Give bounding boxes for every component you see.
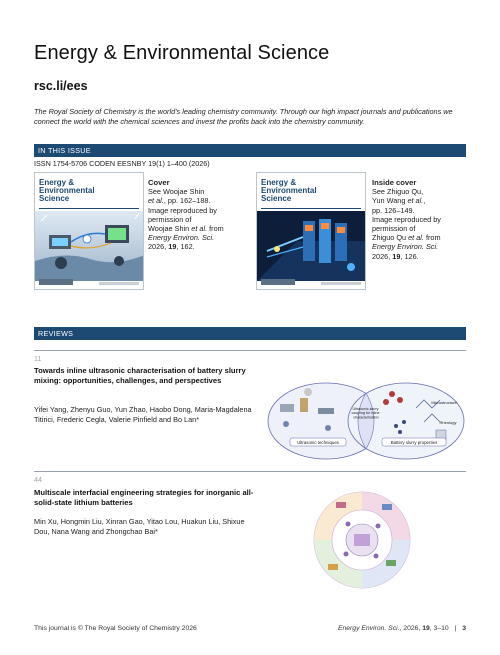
article-title[interactable]: Multiscale interfacial engineering strategies for inorganic all-solid-state lithium batteries: [34, 488, 254, 507]
inside-cover-credit-from: from: [423, 233, 441, 243]
article-authors: Yifei Yang, Zhenyu Guo, Yun Zhao, Haobo Dong, Maria-Magdalena Titirici, Frederic Cegla, Valerie Pinfield and Bo Lan*: [34, 405, 252, 424]
figure-right-label: Battery slurry properties: [390, 439, 438, 445]
inside-cover-logo: [261, 279, 295, 285]
rsc-blurb: The Royal Society of Chemistry is the world's leading chemistry community. Through our high impact journals and publications we connect the world with the chemical sciences and invest the profits back into the chemistry community.: [34, 107, 453, 126]
cover-journal-abbrev: Energy Environ. Sci.: [148, 233, 215, 243]
cover-page: , 162.: [176, 242, 195, 252]
front-cover-thumbnail[interactable]: [34, 172, 144, 290]
article-graphical-abstract: [312, 490, 412, 590]
figure-left-label: Ultrasonic techniques: [297, 439, 339, 445]
inside-cover-author2: Yun Wang: [372, 196, 408, 206]
inside-cover-footer-strip: [321, 282, 361, 285]
inside-cover-page: , 126.: [400, 251, 419, 261]
inside-cover-caption: [372, 178, 464, 261]
inside-cover-credit-etal: et al.: [408, 233, 424, 243]
article-graphical-abstract: [264, 378, 468, 464]
inside-cover-journal-abbrev: Energy Environ. Sci.: [372, 242, 439, 252]
cover-see: See Woojae Shin: [148, 187, 205, 197]
cover-year: 2026,: [148, 242, 169, 252]
issn-line: ISSN 1754-5706 CODEN EESNBY 19(1) 1–400 (2026): [34, 159, 210, 168]
article-authors: Min Xu, Hongmin Liu, Xinran Gao, Yitao Lou, Huakun Liu, Shixue Dou, Nana Wang and Zhongchao Bai*: [34, 517, 245, 536]
inside-cover-pages: pp. 126–149.: [372, 205, 415, 215]
cover-etal: et al.: [148, 196, 164, 206]
footer-copyright: This journal is © The Royal Society of Chemistry 2026: [34, 625, 197, 632]
inside-cover-etal: et al.: [407, 196, 424, 206]
inside-cover-artwork: [257, 211, 366, 281]
footer-year: , 2026,: [399, 625, 423, 632]
footer-page-number: 3: [462, 625, 466, 632]
front-cover-artwork: [35, 211, 144, 281]
journal-title: Energy & Environmental Science: [34, 42, 330, 64]
footer-citation: [338, 625, 466, 632]
article-title[interactable]: Towards inline ultrasonic characterisation of battery slurry mixing: opportunities, challenges, and perspectives: [34, 366, 246, 385]
figure-rheo-label: Rheology: [439, 420, 457, 425]
figure-micro-label: Microstructure: [431, 400, 457, 405]
reviews-label: REVIEWS: [38, 329, 74, 338]
inside-cover-mini-title: Energy & Environmental Science: [261, 178, 317, 203]
in-this-issue-bar: [34, 144, 466, 157]
cover-mini-title: Energy & Environmental Science: [39, 178, 95, 203]
cover-credit-name: Woojae Shin: [148, 224, 192, 234]
cover-pages: , pp. 162–188.: [163, 196, 211, 206]
inside-cover-thumbnail[interactable]: [256, 172, 366, 290]
footer-separator: |: [454, 625, 457, 632]
cover-credit-from: from: [207, 224, 224, 234]
article-divider: [34, 350, 466, 351]
article-page-number: 44: [34, 475, 42, 484]
footer-journal: Energy Environ. Sci.: [337, 625, 400, 632]
inside-cover-heading: Inside cover: [372, 178, 417, 187]
cover-volume: 19: [168, 242, 177, 252]
cover-permission: Image reproduced by permission of: [148, 205, 217, 224]
reviews-bar: [34, 327, 466, 340]
cover-title-rule: [39, 208, 139, 209]
cover-heading: Cover: [148, 178, 170, 187]
figure-center-label: Ultrasonic-slurry coupling for inline characterisation: [351, 407, 380, 420]
article-divider: [34, 471, 466, 472]
in-this-issue-label: IN THIS ISSUE: [38, 146, 91, 155]
inside-cover-permission: Image reproduced by permission of: [372, 214, 441, 234]
inside-cover-see: See Zhiguo Qu,: [372, 187, 424, 197]
article-page-number: 11: [34, 354, 42, 363]
inside-cover-volume: 19: [392, 251, 401, 261]
footer-pages: , 3–10: [429, 625, 449, 632]
inside-cover-comma: ,: [423, 196, 426, 206]
inside-cover-title-rule: [261, 208, 361, 209]
cover-footer-strip: [99, 282, 139, 285]
footer-volume: 19: [422, 625, 430, 632]
inside-cover-year: 2026,: [372, 251, 393, 261]
cover-credit-etal: et al.: [191, 224, 208, 234]
cover-caption: [148, 178, 240, 252]
cover-logo: [39, 279, 73, 285]
inside-cover-credit-name: Zhiguo Qu: [372, 233, 409, 243]
journal-url[interactable]: rsc.li/ees: [34, 79, 88, 93]
